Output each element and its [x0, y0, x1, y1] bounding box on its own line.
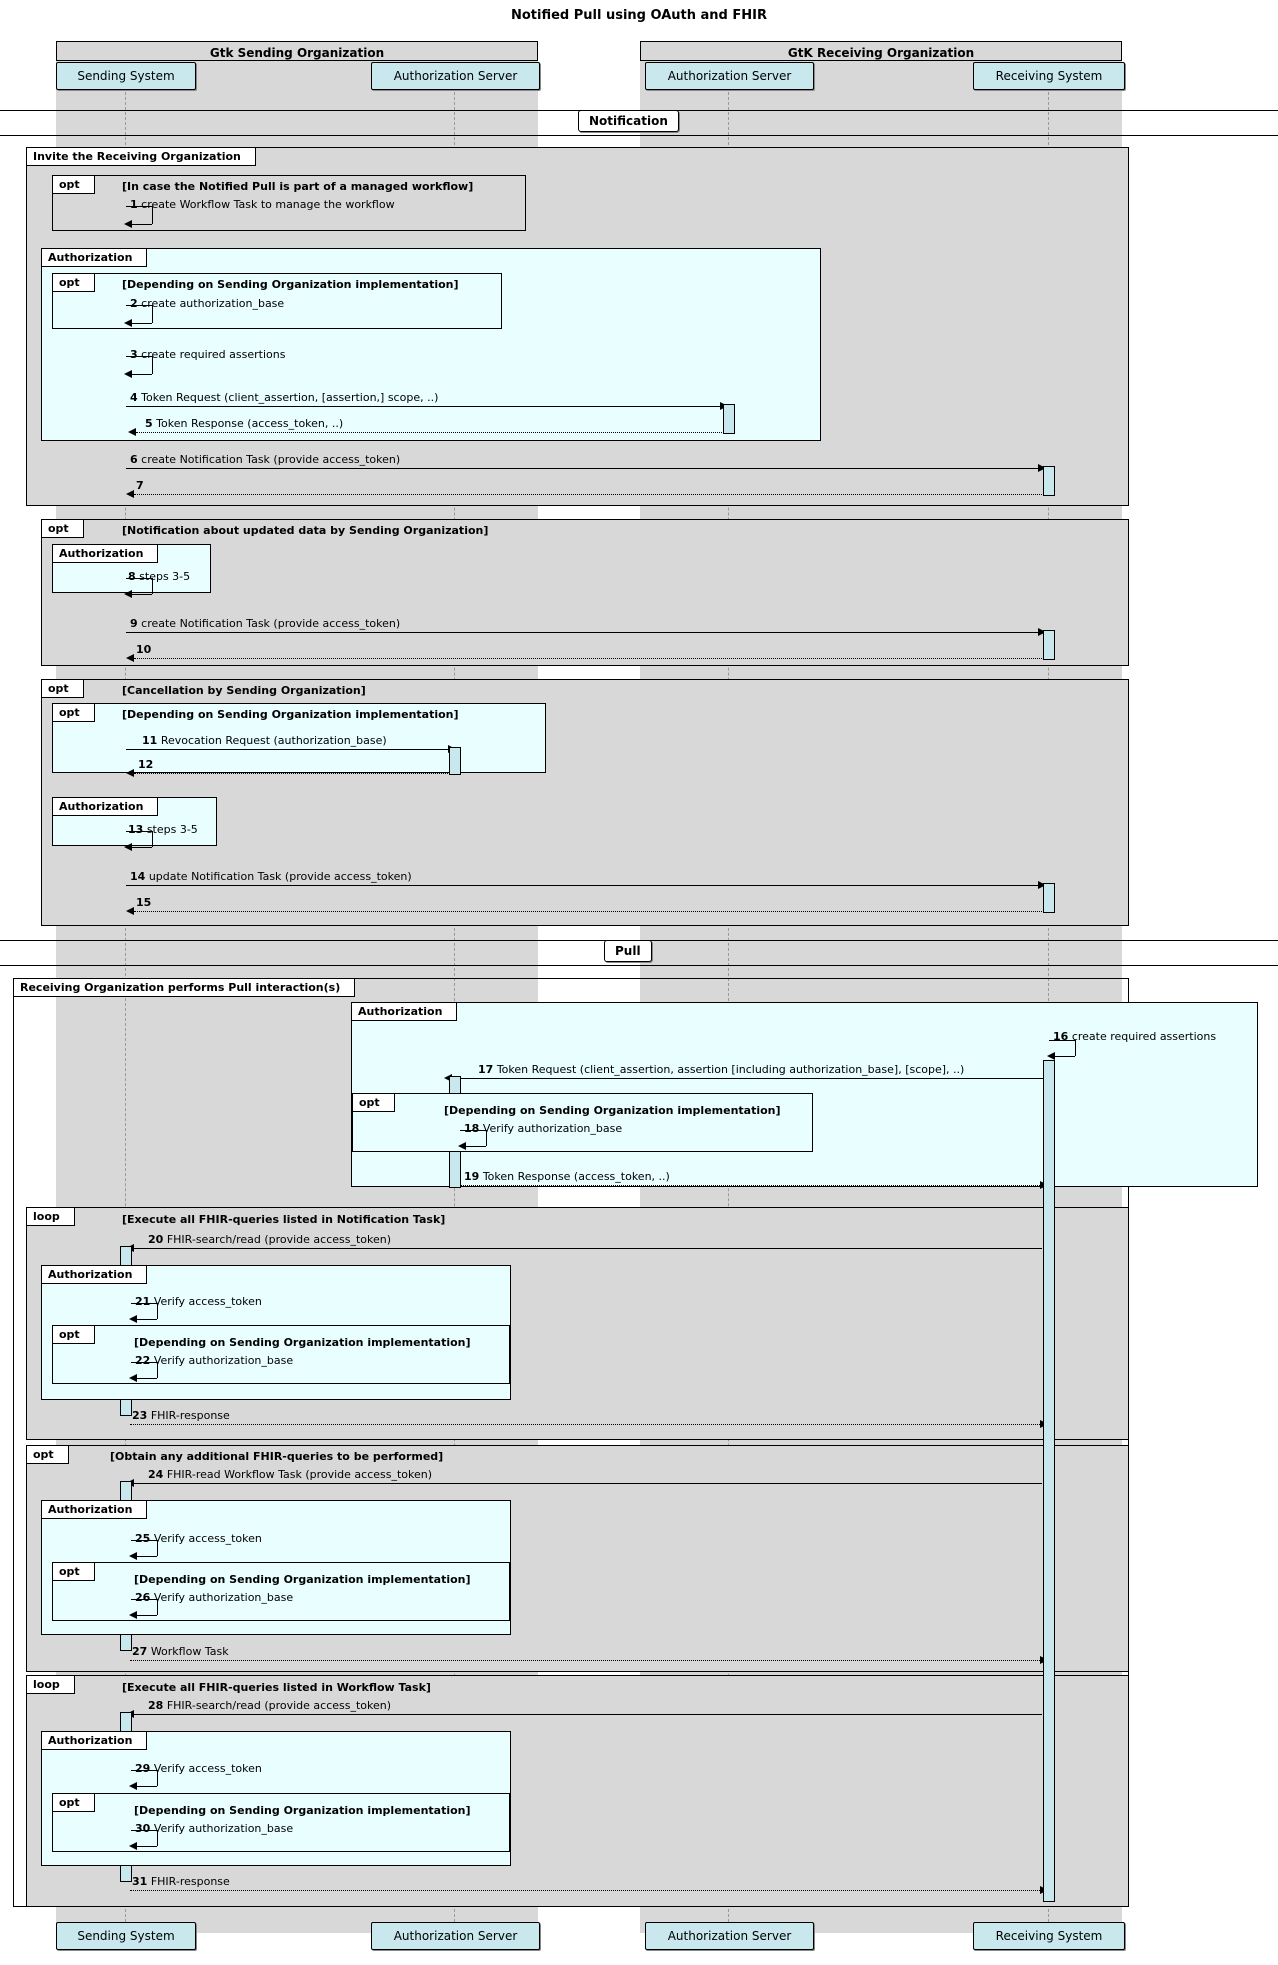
frame-label: opt: [53, 176, 95, 194]
message-20-label: 20 FHIR-search/read (provide access_token): [148, 1233, 392, 1246]
separator-label: Notification: [589, 114, 668, 128]
message-20-line: [134, 1248, 1042, 1249]
frame-label: opt: [53, 1563, 95, 1581]
message-9-label: 9 create Notification Task (provide access_token): [130, 617, 401, 630]
message-14-line: [126, 885, 1038, 886]
frame-label: opt: [42, 680, 84, 698]
frame-label: opt: [42, 520, 84, 538]
message-11-line: [126, 749, 448, 750]
message-4-label: 4 Token Request (client_assertion, [assertion,] scope, ..): [130, 391, 439, 404]
participant-label: Authorization Server: [393, 69, 518, 83]
message-15-arrowhead: [126, 907, 134, 915]
message-5-label: 5 Token Response (access_token, ..): [145, 417, 344, 430]
message-23-line: [130, 1424, 1040, 1425]
participant-sending-auth-top[interactable]: [371, 62, 540, 90]
organization-label: Gtk Sending Organization: [209, 46, 385, 60]
message-1-label: 1 create Workflow Task to manage the workflow: [130, 198, 395, 211]
message-13-label: 13 steps 3-5: [128, 823, 198, 836]
message-12-line: [134, 773, 450, 774]
message-7-label: 7: [136, 479, 144, 492]
message-9-line: [126, 632, 1038, 633]
message-15-line: [134, 911, 1042, 912]
activation-receiving-auth-1: [723, 404, 735, 434]
activation-receiving-system-3: [1043, 883, 1055, 913]
message-19-line: [460, 1185, 1040, 1186]
activation-sending-auth-1: [449, 747, 461, 775]
frame-condition: [Depending on Sending Organization implementation]: [122, 708, 459, 721]
frame-label: Authorization: [352, 1003, 457, 1021]
message-7-arrowhead: [126, 490, 134, 498]
activation-receiving-system-1: [1043, 466, 1055, 496]
message-10-arrowhead: [126, 654, 134, 662]
separator-line-bottom-2: [0, 965, 1278, 966]
message-5-arrowhead: [128, 428, 136, 436]
activation-receiving-system-2: [1043, 630, 1055, 660]
message-15-label: 15: [136, 896, 152, 909]
participant-receiving-system-top[interactable]: [973, 62, 1125, 90]
participant-sending-system-top[interactable]: [56, 62, 196, 90]
frame-label: opt: [53, 1794, 95, 1812]
frame-condition: [Depending on Sending Organization implementation]: [122, 278, 459, 291]
message-10-label: 10: [136, 643, 152, 656]
message-28-line: [134, 1714, 1042, 1715]
frame-label: Authorization: [42, 1266, 147, 1284]
frame-label: Authorization: [53, 798, 158, 816]
participant-receiving-system-bottom[interactable]: [973, 1922, 1125, 1950]
frame-condition: [Notification about updated data by Sending Organization]: [122, 524, 489, 537]
participant-label: Receiving System: [995, 1929, 1103, 1943]
frame-label: opt: [53, 1326, 95, 1344]
message-28-label: 28 FHIR-search/read (provide access_token): [148, 1699, 392, 1712]
message-31-line: [130, 1890, 1040, 1891]
frame-label: Authorization: [42, 249, 147, 267]
message-8-label: 8 steps 3-5: [128, 570, 191, 583]
message-31-label: 31 FHIR-response: [132, 1875, 230, 1888]
frame-label: Invite the Receiving Organization: [27, 148, 256, 166]
message-17-line: [450, 1078, 1048, 1079]
frame-label: opt: [53, 274, 95, 292]
message-27-label: 27 Workflow Task: [132, 1645, 229, 1658]
frame-condition: [Depending on Sending Organization implementation]: [134, 1573, 471, 1586]
message-24-label: 24 FHIR-read Workflow Task (provide access_token): [148, 1468, 433, 1481]
frame-condition: [Obtain any additional FHIR-queries to be performed]: [110, 1450, 444, 1463]
message-12-arrowhead: [126, 769, 134, 777]
message-6-line: [126, 468, 1038, 469]
frame-label: loop: [27, 1208, 75, 1226]
message-5-line: [136, 432, 724, 433]
message-18-label: 18 Verify authorization_base: [464, 1122, 623, 1135]
message-2-label: 2 create authorization_base: [130, 297, 285, 310]
participant-label: Sending System: [77, 1929, 175, 1943]
participant-label: Authorization Server: [667, 1929, 792, 1943]
message-21-label: 21 Verify access_token: [135, 1295, 262, 1308]
frame-label: Authorization: [53, 545, 158, 563]
message-10-line: [134, 658, 1042, 659]
message-6-label: 6 create Notification Task (provide access_token): [130, 453, 401, 466]
participant-receiving-auth-top[interactable]: [645, 62, 814, 90]
message-30-label: 30 Verify authorization_base: [135, 1822, 294, 1835]
message-22-label: 22 Verify authorization_base: [135, 1354, 294, 1367]
participant-sending-system-bottom[interactable]: [56, 1922, 196, 1950]
frame-label: Authorization: [42, 1732, 147, 1750]
frame-condition: [Depending on Sending Organization implementation]: [134, 1336, 471, 1349]
frame-label: Authorization: [42, 1501, 147, 1519]
participant-label: Receiving System: [995, 69, 1103, 83]
message-11-label: 11 Revocation Request (authorization_base): [142, 734, 387, 747]
participant-sending-auth-bottom[interactable]: [371, 1922, 540, 1950]
frame-condition: [Depending on Sending Organization implementation]: [444, 1104, 781, 1117]
frame-label: opt: [27, 1446, 69, 1464]
organization-header-receiving: [640, 41, 1122, 61]
frame-condition: [Cancellation by Sending Organization]: [122, 684, 366, 697]
message-16-label: 16 create required assertions: [1053, 1030, 1217, 1043]
separator-pull: [604, 940, 652, 962]
frame-label: Receiving Organization performs Pull interaction(s): [14, 979, 355, 997]
message-29-label: 29 Verify access_token: [135, 1762, 262, 1775]
separator-notification: [578, 110, 679, 132]
organization-header-sending: [56, 41, 538, 61]
participant-receiving-auth-bottom[interactable]: [645, 1922, 814, 1950]
message-24-line: [134, 1483, 1042, 1484]
message-7-line: [134, 494, 1042, 495]
activation-receiving-system-pull: [1043, 1060, 1055, 1902]
frame-label: opt: [53, 704, 95, 722]
participant-label: Authorization Server: [667, 69, 792, 83]
message-27-line: [130, 1660, 1040, 1661]
frame-condition: [Execute all FHIR-queries listed in Notification Task]: [122, 1213, 446, 1226]
message-25-label: 25 Verify access_token: [135, 1532, 262, 1545]
message-3-label: 3 create required assertions: [130, 348, 286, 361]
frame-condition: [Execute all FHIR-queries listed in Workflow Task]: [122, 1681, 431, 1694]
message-14-label: 14 update Notification Task (provide access_token): [130, 870, 412, 883]
message-12-label: 12: [138, 758, 154, 771]
message-4-line: [126, 406, 720, 407]
message-19-label: 19 Token Response (access_token, ..): [464, 1170, 670, 1183]
message-23-label: 23 FHIR-response: [132, 1409, 230, 1422]
message-26-label: 26 Verify authorization_base: [135, 1591, 294, 1604]
participant-label: Sending System: [77, 69, 175, 83]
organization-label: GtK Receiving Organization: [787, 46, 975, 60]
frame-condition: [Depending on Sending Organization implementation]: [134, 1804, 471, 1817]
separator-label: Pull: [615, 944, 641, 958]
participant-label: Authorization Server: [393, 1929, 518, 1943]
message-17-label: 17 Token Request (client_assertion, assertion [including authorization_base], [scope], ..): [478, 1063, 965, 1076]
frame-condition: [In case the Notified Pull is part of a managed workflow]: [122, 180, 474, 193]
frame-label: opt: [353, 1094, 395, 1112]
separator-line-bottom-1: [0, 135, 1278, 136]
frame-label: loop: [27, 1676, 75, 1694]
diagram-title: Notified Pull using OAuth and FHIR: [510, 8, 767, 23]
